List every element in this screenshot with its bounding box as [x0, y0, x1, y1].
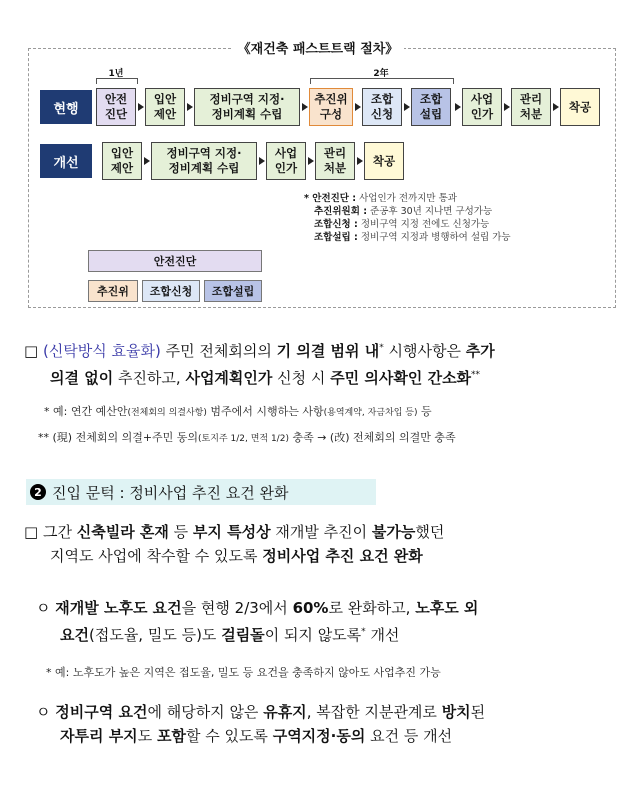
step-zone-designation-new: 정비구역 지정· 정비계획 수립 [151, 142, 257, 180]
step-committee: 추진위 구성 [309, 88, 353, 126]
note-line: 추진위원회 : 준공후 30년 지나면 구성가능 [314, 206, 493, 217]
paragraph-zone-criteria: ㅇ 정비구역 요건에 해당하지 않은 유휴지, 복잡한 지분관계로 방치된 자투리 부지도 포함할 수 있도록 구역지정·동의 요건 등 개선 [36, 703, 486, 745]
arrow [404, 103, 410, 111]
footnote-3: * 예: 노후도가 높은 지역은 접도율, 밀도 등 요건을 충족하지 않아도 사업추진 가능 [46, 666, 441, 679]
diagram-title: 《재건축 패스트트랙 절차》 [0, 38, 636, 57]
span-2yr-bracket [310, 78, 454, 84]
arrow [144, 157, 150, 165]
arrow [187, 103, 193, 111]
diagram-notes [304, 192, 511, 244]
arrow [355, 103, 361, 111]
step-zone-designation: 정비구역 지정· 정비계획 수립 [194, 88, 300, 126]
footnote-2: ** (現) 전체회의 의결+주민 동의(토지주 1/2, 면적 1/2) 충족 → (改) 전체회의 의결만 충족 [38, 431, 456, 444]
note-line: 조합설립 : 정비구역 지정과 병행하여 설립 가능 [314, 232, 511, 243]
arrow [302, 103, 308, 111]
step-construction-new: 착공 [364, 142, 404, 180]
arrow [504, 103, 510, 111]
step-project-approval: 사업 인가 [462, 88, 502, 126]
legend-committee: 추진위 [88, 280, 138, 302]
arrow [553, 103, 559, 111]
step-proposal-new: 입안 제안 [102, 142, 142, 180]
section-2-heading [26, 479, 376, 505]
step-union-application: 조합 신청 [362, 88, 402, 126]
arrow [455, 103, 461, 111]
arrow [259, 157, 265, 165]
span-1yr-label: 1년 [108, 69, 124, 79]
step-safety-check: 안전 진단 [96, 88, 136, 126]
note-line: * 안전진단 : 사업인가 전까지만 통과 [304, 193, 457, 204]
step-management-disposal-new: 관리 처분 [315, 142, 355, 180]
span-1yr-bracket [96, 78, 138, 84]
arrow [308, 157, 314, 165]
note-line: 조합신청 : 정비구역 지정 전에도 신청가능 [314, 219, 490, 230]
step-project-approval-new: 사업 인가 [266, 142, 306, 180]
row-label-improved: 개선 [40, 144, 92, 178]
span-2yr-label: 2年 [373, 69, 389, 79]
step-management-disposal: 관리 처분 [511, 88, 551, 126]
paragraph-requirements: □ 그간 신축빌라 혼재 등 부지 특성상 재개발 추진이 불가능했던 지역도 사업에 착수할 수 있도록 정비사업 추진 요건 완화 [24, 523, 445, 565]
step-proposal: 입안 제안 [145, 88, 185, 126]
legend-union-application: 조합신청 [142, 280, 200, 302]
row-label-current: 현행 [40, 90, 92, 124]
footnote-1: * 예: 연간 예산안(전체회의 의결사항) 범주에서 시행하는 사항(용역계약, 자금차입 등) 등 [44, 405, 432, 418]
arrow [357, 157, 363, 165]
legend-union-establishment: 조합설립 [204, 280, 262, 302]
step-union-establishment: 조합 설립 [411, 88, 451, 126]
legend-safety-check: 안전진단 [88, 250, 262, 272]
section-number-badge: 2 [30, 484, 46, 500]
arrow [138, 103, 144, 111]
paragraph-trust-method: □ (신탁방식 효율화) 주민 전체회의의 기 의결 범위 내* 시행사항은 추가 의결 없이 추진하고, 사업계획인가 신청 시 주민 의사확인 간소화** [24, 342, 495, 387]
section-title: 진입 문턱 : 정비사업 추진 요건 완화 [52, 483, 289, 502]
step-construction: 착공 [560, 88, 600, 126]
paragraph-aging-criteria: ㅇ 재개발 노후도 요건을 현행 2/3에서 60%로 완화하고, 노후도 외 요건(접도율, 밀도 등)도 걸림돌이 되지 않도록* 개선 [36, 599, 479, 644]
